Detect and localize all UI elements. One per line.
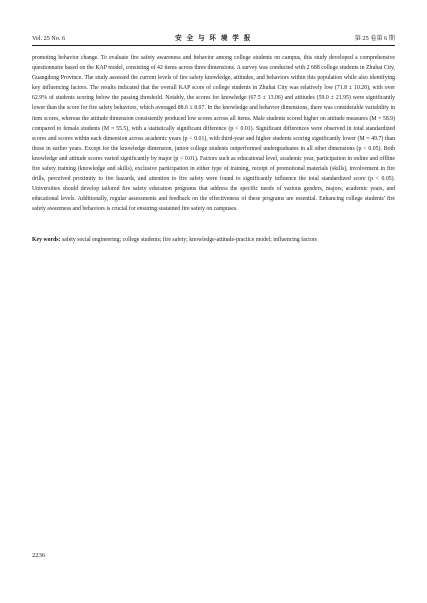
journal-title: 安 全 与 环 境 学 报: [175, 35, 252, 42]
abstract-text: promoting behavior change. To evaluate fire safety awareness and behavior among college students on campus, this study developed a comprehensive questionnaire based on the KAP model, consisting of 42 items across three dimensions. A survey was conducted with 2 688 college students in Zhuhai City, Guangdong Province. The study assessed the current levels of fire safety knowledge, attitudes, and behaviors within this population while also identifying key influencing factors. The results indicated that the overall KAP score of college students in Zhuhai City was relatively low (71.8 ± 10.20), with over 62.9% of students scoring below the passing threshold. Notably, the scores for knowledge (67.5 ± 13.06) and attitudes (59.0 ± 21.95) were significantly lower than the score for fire safety behaviors, which averaged 88.6 ± 8.07. In the knowledge and behavior dimensions, there was considerable variability in item scores, whereas the attitude dimension consistently produced low scores across all items. Male students scored higher on attitude measures (M = 58.9) compared to female students (M = 55.5), with a statistically significant difference (p < 0.01). Significant differences were observed in total standardized scores and scores within each dimension across academic years (p < 0.01), with third-year and higher students scoring significantly lower (M = 49.7) than those in earlier years. Except for the knowledge dimension, junior college students outperformed undergraduates in all other dimensions (p < 0.05). Both knowledge and attitude scores varied significantly by major (p < 0.01). Factors such as educational level, academic year, participation in online and offline fire safety training (knowledge and skills), exclusive participation in either type of training, receipt of promotional materials (skills), involvement in fire drills, perceived proximity to fire hazards, and attention to fire safety were found to significantly influence the total standardized score (p < 0.05). Universities should develop tailored fire safety education programs that address the specific needs of various genders, majors, academic years, and educational levels. Additionally, regular assessments and feedback on the effectiveness of these programs are essential. Enhancing college students' fire safety awareness and behaviors is crucial for ensuring sustained fire safety on campuses.: [32, 55, 395, 213]
header-rule: [32, 45, 395, 46]
page-number: 2236: [32, 552, 46, 559]
keywords-text: safety social engineering; college students; fire safety; knowledge-attitude-practice model; influencing factors: [60, 237, 317, 243]
volume-label: Vol. 25 No. 6: [32, 35, 66, 42]
keywords-line: [32, 235, 395, 245]
keywords-label: Key words:: [32, 237, 61, 243]
issue-label: 第 25 卷第 6 期: [354, 35, 395, 42]
